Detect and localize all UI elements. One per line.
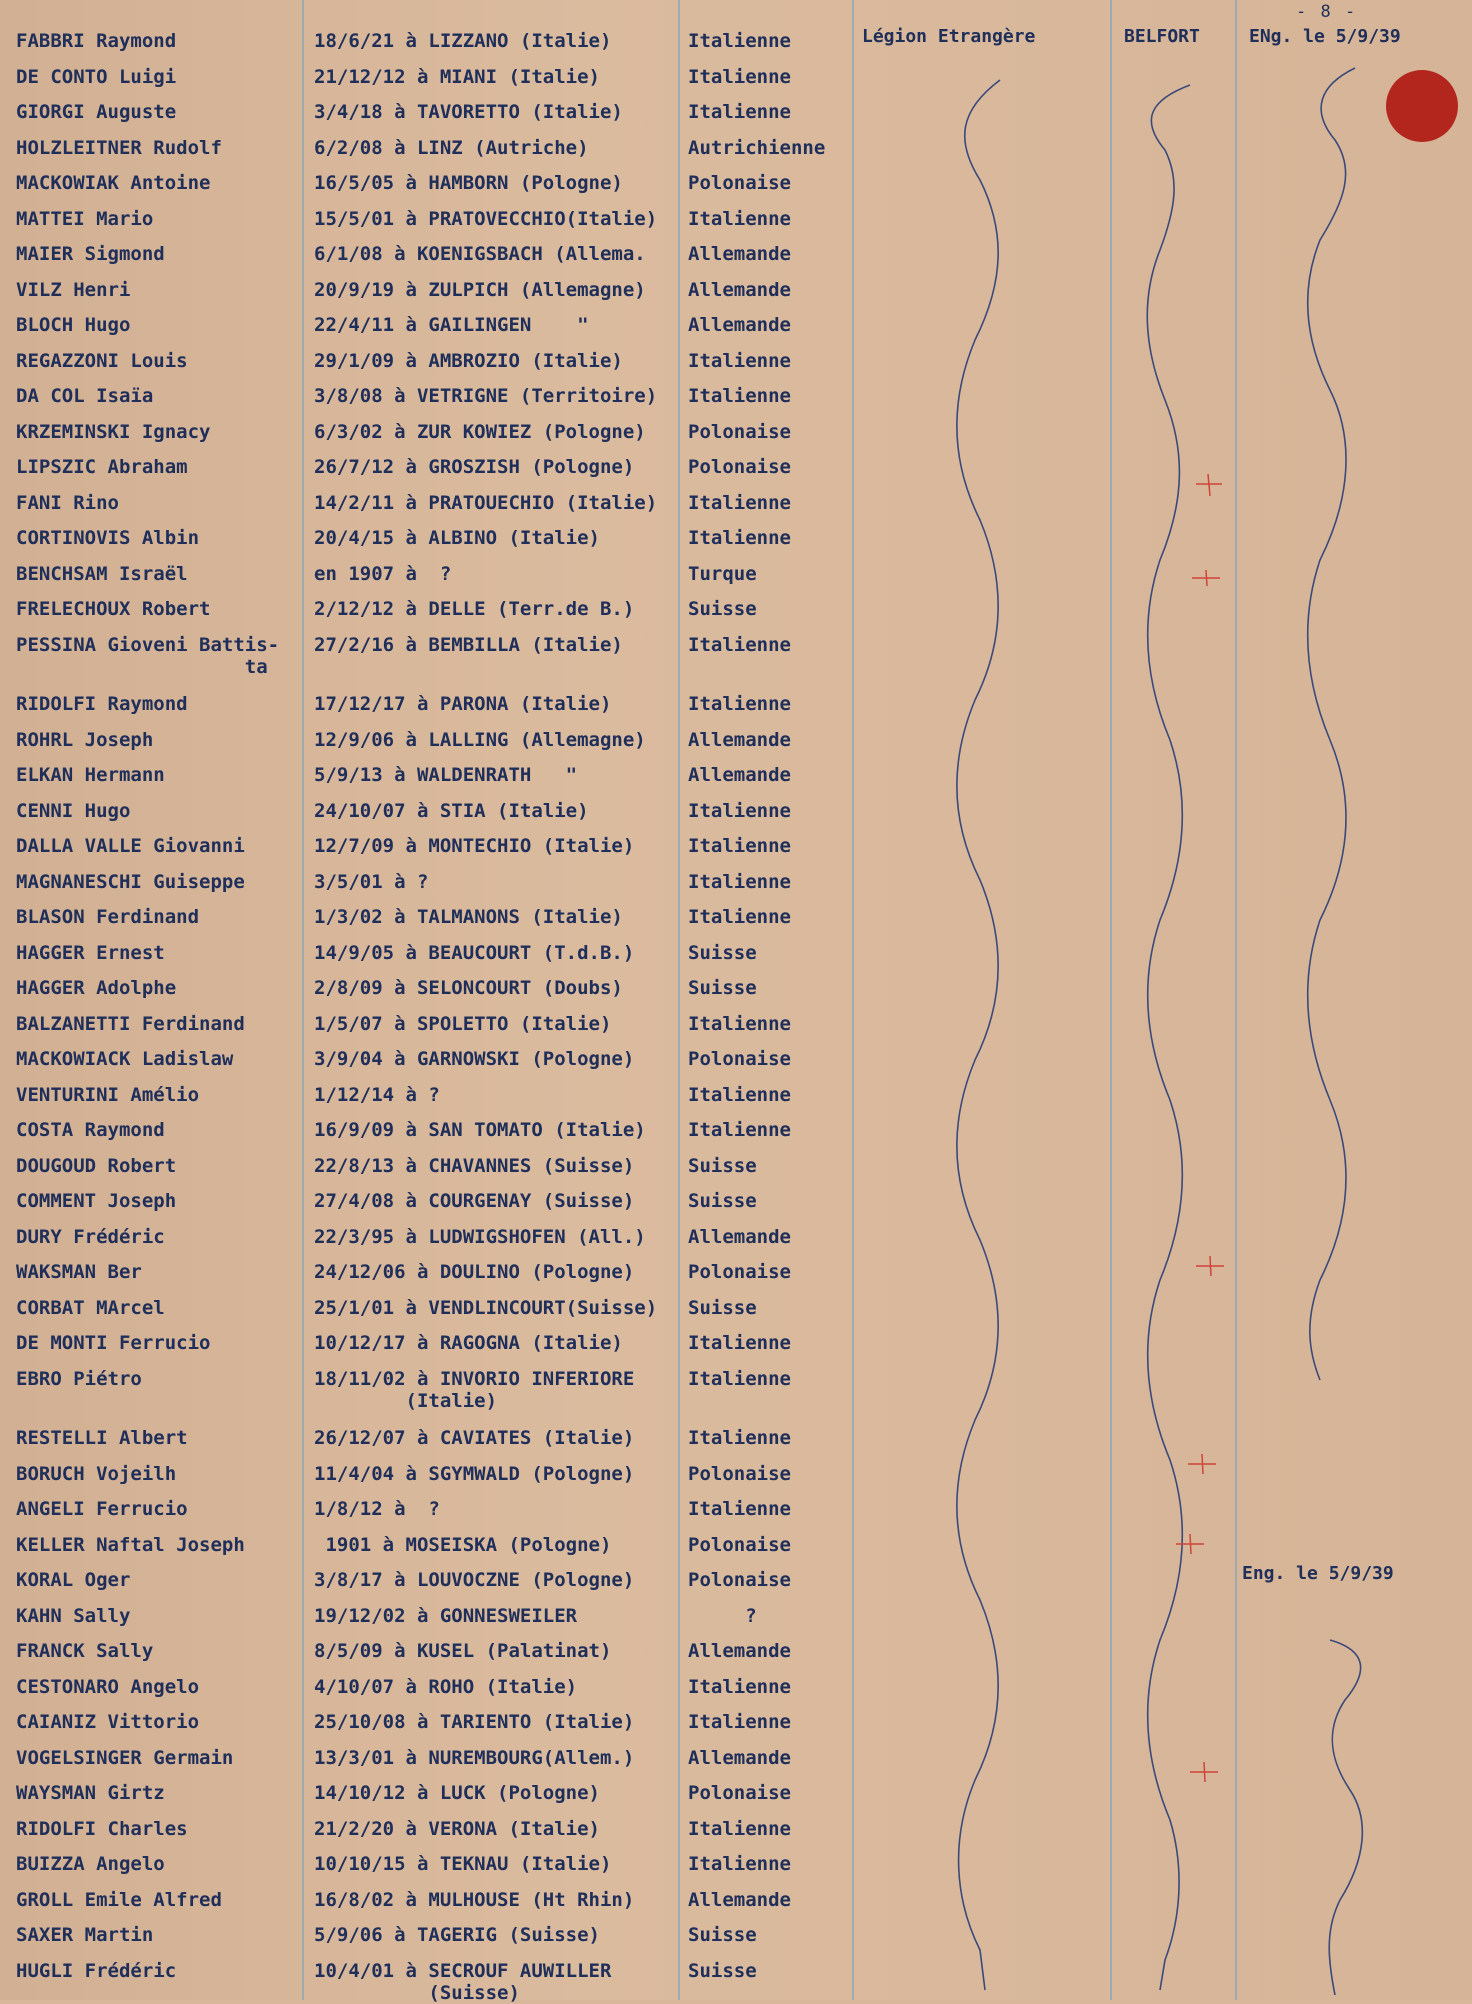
- red-cross-mark: [1196, 474, 1222, 496]
- nationality: Italienne: [688, 633, 791, 656]
- person-name: EBRO Piétro: [16, 1367, 142, 1390]
- nationality: Italienne: [688, 1083, 791, 1106]
- person-name: WAKSMAN Ber: [16, 1261, 142, 1283]
- nationality: Italienne: [688, 385, 791, 407]
- birth-info: 18/6/21 à LIZZANO (Italie): [314, 30, 612, 52]
- nationality: Italienne: [688, 1332, 791, 1354]
- nationality: Suisse: [688, 941, 757, 964]
- birth-info: 26/12/07 à CAVIATES (Italie): [314, 1427, 635, 1449]
- birth-info: 20/4/15 à ALBINO (Italie): [314, 527, 600, 549]
- person-name: FRELECHOUX Robert: [16, 598, 211, 620]
- birth-info: 1901 à MOSEISKA (Pologne): [314, 1533, 612, 1556]
- birth-info: 10/10/15 à TEKNAU (Italie): [314, 1853, 612, 1875]
- nationality: Italienne: [688, 799, 791, 822]
- nationality: Allemande: [688, 1225, 791, 1248]
- nationality: Polonaise: [688, 172, 791, 194]
- nationality: Polonaise: [688, 1462, 791, 1485]
- nationality: Italienne: [688, 65, 791, 88]
- nationality: Allemande: [688, 1888, 791, 1911]
- birth-info: 12/9/06 à LALLING (Allemagne): [314, 728, 646, 751]
- nationality: Allemande: [688, 764, 791, 786]
- birth-info: 16/5/05 à HAMBORN (Pologne): [314, 172, 623, 194]
- nationality: Polonaise: [688, 420, 791, 443]
- nationality: Polonaise: [688, 1048, 791, 1070]
- nationality: Italienne: [688, 1817, 791, 1840]
- birth-info: 27/4/08 à COURGENAY (Suisse): [314, 1190, 635, 1212]
- person-name: BALZANETTI Ferdinand: [16, 1012, 245, 1035]
- birth-info: 1/8/12 à ?: [314, 1498, 440, 1520]
- person-name: ANGELI Ferrucio: [16, 1498, 188, 1520]
- person-name: DOUGOUD Robert: [16, 1154, 177, 1177]
- person-name: VOGELSINGER Germain: [16, 1746, 234, 1769]
- person-name: DALLA VALLE Giovanni: [16, 835, 245, 857]
- nationality: Allemande: [688, 728, 791, 751]
- red-cross-mark: [1188, 1454, 1216, 1474]
- nationality: ?: [688, 1604, 757, 1627]
- person-name: CAIANIZ Vittorio: [16, 1711, 200, 1733]
- birth-info: 5/9/06 à TAGERIG (Suisse): [314, 1924, 600, 1946]
- person-name: DA COL Isaïa: [16, 385, 154, 407]
- nationality: Italienne: [688, 1675, 791, 1698]
- nationality: Italienne: [688, 1427, 791, 1449]
- birth-info: 3/8/17 à LOUVOCZNE (Pologne): [314, 1569, 635, 1591]
- person-name: COMMENT Joseph: [16, 1190, 177, 1212]
- birth-info: 29/1/09 à AMBROZIO (Italie): [314, 349, 623, 372]
- birth-info: 17/12/17 à PARONA (Italie): [314, 693, 612, 715]
- birth-info: 14/2/11 à PRATOUECHIO (Italie): [314, 491, 658, 514]
- birth-info: 10/12/17 à RAGOGNA (Italie): [314, 1332, 623, 1354]
- birth-info: 1/12/14 à ?: [314, 1083, 440, 1106]
- nationality: Italienne: [688, 1711, 791, 1733]
- person-name: HUGLI Frédéric: [16, 1959, 177, 1982]
- person-name: ELKAN Hermann: [16, 764, 165, 786]
- birth-info: 26/7/12 à GROSZISH (Pologne): [314, 456, 635, 478]
- birth-info: 25/1/01 à VENDLINCOURT(Suisse): [314, 1296, 658, 1319]
- red-cross-mark: [1176, 1534, 1204, 1554]
- birth-info: 4/10/07 à ROHO (Italie): [314, 1675, 578, 1698]
- birth-info: 24/10/07 à STIA (Italie): [314, 799, 589, 822]
- nationality: Polonaise: [688, 456, 791, 478]
- nationality: Italienne: [688, 349, 791, 372]
- person-name: BLASON Ferdinand: [16, 906, 200, 928]
- person-name: DE MONTI Ferrucio: [16, 1332, 211, 1354]
- birth-info: en 1907 à ?: [314, 562, 452, 585]
- person-name: GROLL Emile Alfred: [16, 1888, 222, 1911]
- header-engagement: ENg. le 5/9/39: [1249, 26, 1401, 47]
- person-name: MACKOWIACK Ladislaw: [16, 1048, 234, 1070]
- nationality: Allemande: [688, 1640, 791, 1662]
- ditto-wave-lieu: [1147, 85, 1190, 1990]
- nationality: Suisse: [688, 598, 757, 620]
- birth-info: 5/9/13 à WALDENRATH ": [314, 764, 578, 786]
- person-name: COSTA Raymond: [16, 1119, 165, 1141]
- person-name: RIDOLFI Raymond: [16, 693, 188, 715]
- nationality: Italienne: [688, 207, 791, 230]
- nationality: Suisse: [688, 1959, 757, 1982]
- nationality: Italienne: [688, 870, 791, 893]
- red-cross-marks: [1176, 474, 1224, 1782]
- ditto-wave-engagement-2: [1329, 1640, 1362, 1995]
- birth-info: 22/3/95 à LUDWIGSHOFEN (All.): [314, 1225, 646, 1248]
- birth-info: 15/5/01 à PRATOVECCHIO(Italie): [314, 207, 658, 230]
- engagement-note: Eng. le 5/9/39: [1242, 1563, 1394, 1584]
- page-number: - 8 -: [1296, 2, 1358, 22]
- birth-info: 18/11/02 à INVORIO INFERIORE (Italie): [314, 1367, 635, 1412]
- red-cross-mark: [1190, 1762, 1218, 1782]
- nationality: Italienne: [688, 835, 791, 857]
- person-name: VENTURINI Amélio: [16, 1083, 200, 1106]
- birth-info: 3/8/08 à VETRIGNE (Territoire): [314, 385, 658, 407]
- birth-info: 16/9/09 à SAN TOMATO (Italie): [314, 1119, 646, 1141]
- person-name: DURY Frédéric: [16, 1225, 165, 1248]
- nationality: Italienne: [688, 1012, 791, 1035]
- nationality: Autrichienne: [688, 136, 826, 159]
- birth-info: 6/1/08 à KOENIGSBACH (Allema.: [314, 243, 646, 265]
- person-name: WAYSMAN Girtz: [16, 1782, 165, 1804]
- nationality: Polonaise: [688, 1533, 791, 1556]
- person-name: MAGNANESCHI Guiseppe: [16, 870, 245, 893]
- nationality: Italienne: [688, 906, 791, 928]
- nationality: Allemande: [688, 278, 791, 301]
- person-name: GIORGI Auguste: [16, 101, 177, 123]
- birth-info: 12/7/09 à MONTECHIO (Italie): [314, 835, 635, 857]
- birth-info: 14/9/05 à BEAUCOURT (T.d.B.): [314, 941, 635, 964]
- person-name: REGAZZONI Louis: [16, 349, 188, 372]
- birth-info: 14/10/12 à LUCK (Pologne): [314, 1782, 600, 1804]
- person-name: HOLZLEITNER Rudolf: [16, 136, 222, 159]
- person-name: FABBRI Raymond: [16, 30, 177, 52]
- nationality: Italienne: [688, 491, 791, 514]
- birth-info: 10/4/01 à SECROUF AUWILLER (Suisse): [314, 1959, 612, 2004]
- birth-info: 6/3/02 à ZUR KOWIEZ (Pologne): [314, 420, 646, 443]
- birth-info: 27/2/16 à BEMBILLA (Italie): [314, 633, 623, 656]
- red-cross-mark: [1192, 570, 1220, 586]
- person-name: BUIZZA Angelo: [16, 1853, 165, 1875]
- birth-info: 2/8/09 à SELONCOURT (Doubs): [314, 977, 623, 999]
- person-name: MATTEI Mario: [16, 207, 154, 230]
- person-name: MACKOWIAK Antoine: [16, 172, 211, 194]
- birth-info: 6/2/08 à LINZ (Autriche): [314, 136, 589, 159]
- person-name: FANI Rino: [16, 491, 119, 514]
- birth-info: 3/9/04 à GARNOWSKI (Pologne): [314, 1048, 635, 1070]
- birth-info: 1/3/02 à TALMANONS (Italie): [314, 906, 623, 928]
- person-name: HAGGER Adolphe: [16, 977, 177, 999]
- header-corps: Légion Etrangère: [862, 26, 1036, 47]
- person-name: CORTINOVIS Albin: [16, 527, 200, 549]
- nationality: Allemande: [688, 314, 791, 336]
- nationality: Suisse: [688, 977, 757, 999]
- birth-info: 21/12/12 à MIANI (Italie): [314, 65, 600, 88]
- person-name: FRANCK Sally: [16, 1640, 154, 1662]
- person-name: HAGGER Ernest: [16, 941, 165, 964]
- birth-info: 24/12/06 à DOULINO (Pologne): [314, 1261, 635, 1283]
- person-name: CENNI Hugo: [16, 799, 131, 822]
- birth-info: 3/5/01 à ?: [314, 870, 429, 893]
- birth-info: 22/8/13 à CHAVANNES (Suisse): [314, 1154, 635, 1177]
- person-name: ROHRL Joseph: [16, 728, 154, 751]
- birth-info: 11/4/04 à SGYMWALD (Pologne): [314, 1462, 635, 1485]
- birth-info: 3/4/18 à TAVORETTO (Italie): [314, 101, 623, 123]
- person-name: KRZEMINSKI Ignacy: [16, 420, 211, 443]
- person-name: BORUCH Vojeilh: [16, 1462, 177, 1485]
- person-name: SAXER Martin: [16, 1924, 154, 1946]
- person-name: DE CONTO Luigi: [16, 65, 177, 88]
- birth-info: 2/12/12 à DELLE (Terr.de B.): [314, 598, 635, 620]
- person-name: BLOCH Hugo: [16, 314, 131, 336]
- person-name: CESTONARO Angelo: [16, 1675, 200, 1698]
- person-name: PESSINA Gioveni Battis- ta: [16, 633, 280, 678]
- person-name: LIPSZIC Abraham: [16, 456, 188, 478]
- birth-info: 21/2/20 à VERONA (Italie): [314, 1817, 600, 1840]
- birth-info: 1/5/07 à SPOLETTO (Italie): [314, 1012, 612, 1035]
- person-name: KAHN Sally: [16, 1604, 131, 1627]
- person-name: KORAL Oger: [16, 1569, 131, 1591]
- person-name: CORBAT MArcel: [16, 1296, 165, 1319]
- birth-info: 8/5/09 à KUSEL (Palatinat): [314, 1640, 612, 1662]
- person-name: RIDOLFI Charles: [16, 1817, 188, 1840]
- nationality: Allemande: [688, 1746, 791, 1769]
- birth-info: 16/8/02 à MULHOUSE (Ht Rhin): [314, 1888, 635, 1911]
- nationality: Suisse: [688, 1924, 757, 1946]
- nationality: Polonaise: [688, 1569, 791, 1591]
- nationality: Italienne: [688, 1367, 791, 1390]
- birth-info: 13/3/01 à NUREMBOURG(Allem.): [314, 1746, 635, 1769]
- birth-info: 25/10/08 à TARIENTO (Italie): [314, 1711, 635, 1733]
- nationality: Italienne: [688, 101, 791, 123]
- nationality: Polonaise: [688, 1782, 791, 1804]
- red-cross-mark: [1196, 1256, 1224, 1276]
- person-name: MAIER Sigmond: [16, 243, 165, 265]
- nationality: Italienne: [688, 1498, 791, 1520]
- header-lieu: BELFORT: [1124, 26, 1200, 47]
- nationality: Italienne: [688, 1853, 791, 1875]
- nationality: Suisse: [688, 1296, 757, 1319]
- ditto-wave-engagement-1: [1308, 68, 1355, 1380]
- nationality: Polonaise: [688, 1261, 791, 1283]
- nationality: Italienne: [688, 30, 791, 52]
- person-name: RESTELLI Albert: [16, 1427, 188, 1449]
- birth-info: 22/4/11 à GAILINGEN ": [314, 314, 589, 336]
- nationality: Suisse: [688, 1190, 757, 1212]
- nationality: Italienne: [688, 693, 791, 715]
- nationality: Turque: [688, 562, 757, 585]
- ditto-wave-corps: [957, 80, 1000, 1990]
- nationality: Suisse: [688, 1154, 757, 1177]
- birth-info: 20/9/19 à ZULPICH (Allemagne): [314, 278, 646, 301]
- person-name: KELLER Naftal Joseph: [16, 1533, 245, 1556]
- nationality: Allemande: [688, 243, 791, 265]
- birth-info: 19/12/02 à GONNESWEILER: [314, 1604, 578, 1627]
- nationality: Italienne: [688, 1119, 791, 1141]
- nationality: Italienne: [688, 527, 791, 549]
- person-name: BENCHSAM Israël: [16, 562, 188, 585]
- person-name: VILZ Henri: [16, 278, 131, 301]
